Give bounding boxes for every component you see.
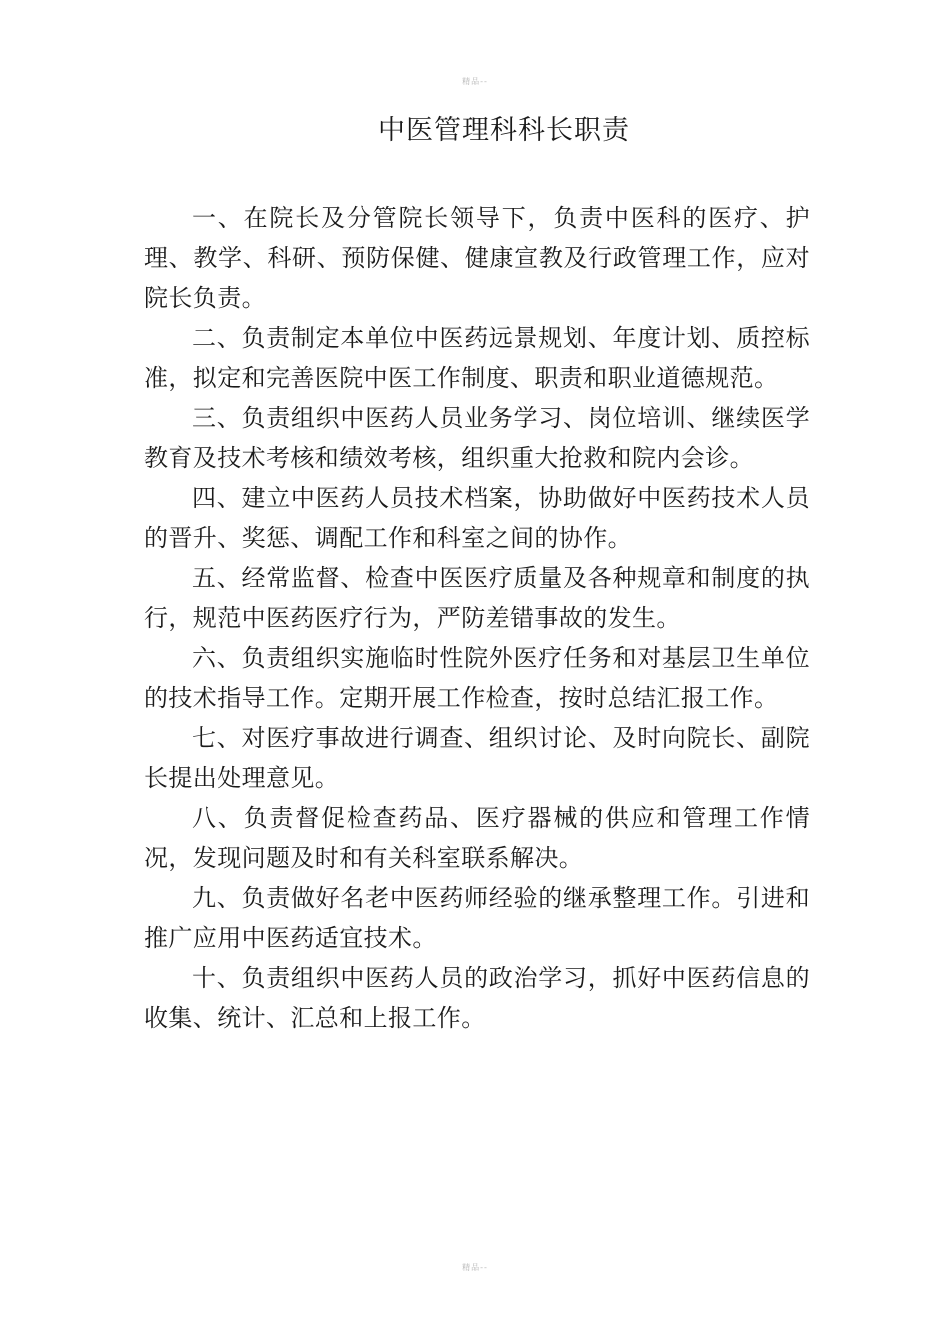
paragraph-7: 七、对医疗事故进行调查、组织讨论、及时向院长、副院长提出处理意见。 (144, 724, 810, 792)
paragraph-6: 六、负责组织实施临时性院外医疗任务和对基层卫生单位的技术指导工作。定期开展工作检查，按时总结汇报工作。 (144, 644, 810, 712)
paragraph-1: 一、在院长及分管院长领导下，负责中医科的医疗、护理、教学、科研、预防保健、健康宣教及行政管理工作，应对院长负责。 (144, 204, 810, 312)
paragraph-3: 三、负责组织中医药人员业务学习、岗位培训、继续医学教育及技术考核和绩效考核，组织重大抢救和院内会诊。 (144, 404, 810, 472)
paragraph-10: 十、负责组织中医药人员的政治学习，抓好中医药信息的收集、统计、汇总和上报工作。 (144, 964, 810, 1032)
paragraph-4: 四、建立中医药人员技术档案，协助做好中医药技术人员的晋升、奖惩、调配工作和科室之间的协作。 (144, 484, 810, 552)
paragraph-8: 八、负责督促检查药品、医疗器械的供应和管理工作情况，发现问题及时和有关科室联系解决。 (144, 804, 810, 872)
header-watermark: 精品-- (462, 77, 488, 86)
document-body (144, 198, 810, 1038)
paragraph-2: 二、负责制定本单位中医药远景规划、年度计划、质控标准，拟定和完善医院中医工作制度、职责和职业道德规范。 (144, 324, 810, 392)
paragraph-5: 五、经常监督、检查中医医疗质量及各种规章和制度的执行，规范中医药医疗行为，严防差错事故的发生。 (144, 564, 810, 632)
paragraph-9: 九、负责做好名老中医药师经验的继承整理工作。引进和推广应用中医药适宜技术。 (144, 884, 810, 952)
footer-watermark: 精品-- (462, 1263, 488, 1272)
page-title: 中医管理科科长职责 (378, 115, 630, 146)
